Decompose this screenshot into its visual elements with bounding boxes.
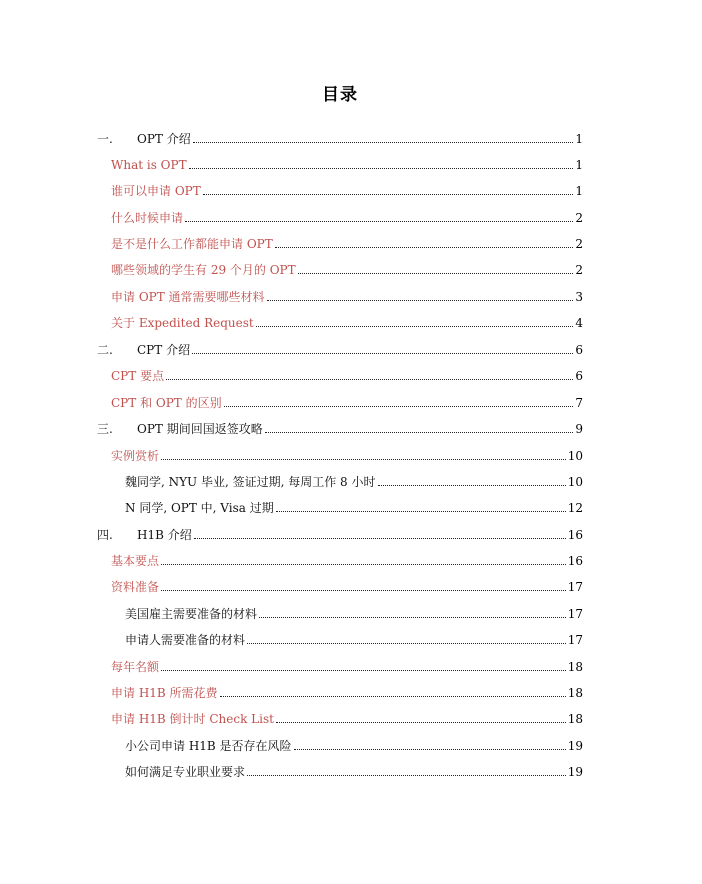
toc-entry[interactable]: [125, 602, 583, 622]
dot-leader: [275, 247, 574, 248]
toc-page-number: 1: [575, 132, 583, 146]
toc-entry[interactable]: [97, 417, 583, 437]
toc-page-number: 12: [567, 501, 583, 515]
dot-leader: [247, 643, 566, 644]
dot-leader: [267, 300, 574, 301]
dot-leader: [161, 564, 566, 565]
toc-entry[interactable]: [125, 496, 583, 516]
toc-entry-text: 哪些领域的学生有 29 个月的 OPT: [111, 263, 296, 277]
toc-entry-text: 申请 H1B 倒计时 Check List: [111, 712, 274, 726]
dot-leader: [161, 670, 566, 671]
toc-entry[interactable]: [111, 575, 583, 595]
toc-entry[interactable]: [111, 153, 583, 173]
toc-entry-text: 关于 Expedited Request: [111, 316, 254, 330]
toc-entry-text: 资料准备: [111, 580, 160, 594]
toc-page-number: 17: [567, 607, 583, 621]
toc-entry-text: 三. OPT 期间回国返签攻略: [97, 422, 263, 436]
dot-leader: [378, 485, 566, 486]
toc-entry-text: 四. H1B 介绍: [97, 528, 192, 542]
toc-page-number: 10: [567, 475, 583, 489]
toc-page-number: 4: [575, 316, 583, 330]
dot-leader: [193, 142, 574, 143]
toc-page-number: 6: [575, 369, 583, 383]
page-title: 目录: [322, 85, 358, 105]
dot-leader: [276, 722, 566, 723]
toc-entry-text: 美国雇主需要准备的材料: [125, 607, 258, 621]
toc-entry-text: 每年名额: [111, 660, 160, 674]
toc-entry-text: 如何满足专业职业要求: [125, 765, 246, 779]
toc-entry[interactable]: [111, 681, 583, 701]
dot-leader: [189, 168, 574, 169]
toc-page-number: 17: [567, 580, 583, 594]
dot-leader: [166, 379, 573, 380]
toc-entry[interactable]: [125, 760, 583, 780]
dot-leader: [161, 590, 566, 591]
dot-leader: [192, 353, 573, 354]
dot-leader: [247, 775, 566, 776]
toc-entry[interactable]: [111, 707, 583, 727]
toc-entry[interactable]: [125, 628, 583, 648]
toc-entry[interactable]: [125, 470, 583, 490]
toc-entry[interactable]: [111, 311, 583, 331]
toc-page-number: 2: [575, 237, 583, 251]
toc-page-number: 18: [567, 686, 583, 700]
toc-page-number: 19: [567, 765, 583, 779]
toc-page-number: 19: [567, 739, 583, 753]
toc-entry-text: 二. CPT 介绍: [97, 343, 191, 357]
toc-page-number: 1: [575, 158, 583, 172]
toc-page-number: 16: [567, 554, 583, 568]
toc-entry[interactable]: [111, 258, 583, 278]
toc-entry-text: 实例赏析: [111, 449, 160, 463]
toc-entry-text: 一. OPT 介绍: [97, 132, 191, 146]
dot-leader: [185, 221, 573, 222]
toc-entry-text: 申请 OPT 通常需要哪些材料: [111, 290, 265, 304]
dot-leader: [265, 432, 574, 433]
dot-leader: [203, 194, 574, 195]
toc-page-number: 16: [567, 528, 583, 542]
toc-entry-text: What is OPT: [111, 158, 187, 172]
toc-entry-text: 基本要点: [111, 554, 160, 568]
toc-entry[interactable]: [97, 523, 583, 543]
toc-entry-text: 小公司申请 H1B 是否存在风险: [125, 739, 292, 753]
toc-page-number: 3: [575, 290, 583, 304]
dot-leader: [294, 749, 566, 750]
toc-entry[interactable]: [111, 206, 583, 226]
toc-entry-text: CPT 和 OPT 的区别: [111, 396, 222, 410]
dot-leader: [161, 459, 566, 460]
toc-entry[interactable]: [111, 391, 583, 411]
toc-entry-text: 什么时候申请: [111, 211, 184, 225]
toc-page-number: 18: [567, 660, 583, 674]
toc-entry-text: 是不是什么工作都能申请 OPT: [111, 237, 273, 251]
toc-entry[interactable]: [111, 444, 583, 464]
toc-entry-text: 申请人需要准备的材料: [125, 633, 246, 647]
toc-page-number: 18: [567, 712, 583, 726]
toc-entry[interactable]: [111, 285, 583, 305]
toc-page-number: 7: [575, 396, 583, 410]
toc-page-number: 2: [575, 211, 583, 225]
toc-page-number: 1: [575, 184, 583, 198]
toc-entry[interactable]: [97, 127, 583, 147]
toc-entry-text: 谁可以申请 OPT: [111, 184, 201, 198]
toc-page-number: 9: [575, 422, 583, 436]
toc-entry-text: 申请 H1B 所需花费: [111, 686, 218, 700]
toc-entry-text: N 同学, OPT 中, Visa 过期: [125, 501, 274, 515]
toc-entry-text: 魏同学, NYU 毕业, 签证过期, 每周工作 8 小时: [125, 475, 376, 489]
dot-leader: [256, 326, 574, 327]
dot-leader: [276, 511, 566, 512]
toc-page-number: 10: [567, 449, 583, 463]
toc-page-number: 6: [575, 343, 583, 357]
toc-entry-text: CPT 要点: [111, 369, 165, 383]
toc-entry[interactable]: [97, 338, 583, 358]
dot-leader: [194, 538, 566, 539]
toc-page-number: 17: [567, 633, 583, 647]
dot-leader: [298, 273, 574, 274]
toc-entry[interactable]: [111, 364, 583, 384]
toc-entry[interactable]: [111, 655, 583, 675]
toc-page-number: 2: [575, 263, 583, 277]
dot-leader: [224, 406, 574, 407]
toc-entry[interactable]: [111, 232, 583, 252]
dot-leader: [220, 696, 566, 697]
dot-leader: [259, 617, 566, 618]
toc-entry[interactable]: [111, 549, 583, 569]
toc-entry[interactable]: [111, 179, 583, 199]
toc-entry[interactable]: [125, 734, 583, 754]
